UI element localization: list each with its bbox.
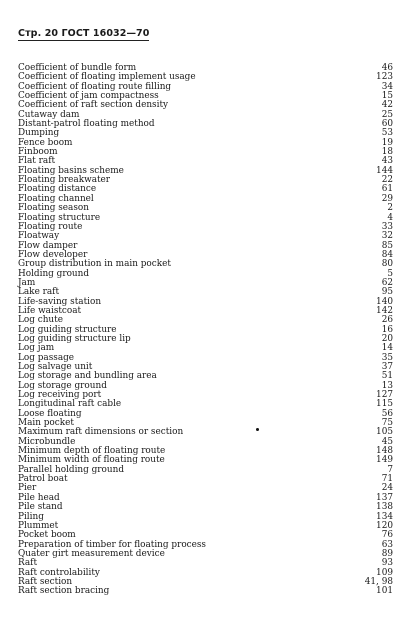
index-page-number: 148 [376,446,393,457]
index-page-number: 51 [381,371,393,382]
index-page-number: 2 [387,203,393,214]
index-row [18,279,393,288]
index-term: Log storage and bundling area [18,371,157,382]
index-page-number: 20 [381,333,393,344]
index-page-number: 80 [381,259,393,270]
index-term: Cutaway dam [18,109,80,120]
index-term: Minimum depth of floating route [18,446,166,457]
index-page-number: 35 [381,352,393,363]
index-page-number: 101 [376,586,393,597]
index-page-number: 105 [376,427,393,438]
index-page-number: 24 [381,483,393,494]
index-row [18,270,393,279]
index-term: Log receiving port [18,390,102,401]
index-page-number: 14 [381,343,393,354]
index-term: Raft controlability [18,567,100,578]
index-page-number: 60 [381,119,393,130]
index-page-number: 71 [381,474,393,485]
index-page-number: 127 [376,390,393,401]
index-term: Log storage ground [18,380,107,391]
index-term: Jam [18,277,36,288]
index-page-number: 85 [381,240,393,251]
index-term: Log guiding structure lip [18,333,131,344]
index-term: Finboom [18,147,58,158]
index-page-number: 5 [387,268,393,279]
index-page-number: 109 [376,567,393,578]
index-term: Log salvage unit [18,362,93,372]
index-term: Main pocket [18,418,74,429]
index-row [18,344,393,353]
index-row [18,587,393,596]
index-page-number: 13 [381,380,393,391]
term-index [18,64,393,597]
index-term: Parallel holding ground [18,464,125,475]
index-page-number: 134 [376,511,393,522]
index-page-number: 46 [381,63,393,73]
index-page-number: 75 [381,418,393,429]
index-term: Raft section [18,576,73,587]
index-row [18,484,393,493]
index-page-number: 144 [376,165,393,176]
index-row [18,139,393,148]
ink-dot [256,428,259,431]
index-term: Holding ground [18,268,90,279]
index-term: Coefficient of raft section density [18,100,169,111]
index-page-number: 19 [381,137,393,148]
index-page-number: 26 [381,315,393,326]
index-term: Log chute [18,315,63,326]
index-term: Group distribution in main pocket [18,259,171,270]
index-page-number: 34 [381,81,393,92]
index-term: Distant-patrol floating method [18,119,155,130]
index-row [18,494,393,503]
index-page-number: 18 [381,147,393,158]
index-term: Loose floating [18,408,82,419]
index-page-number: 56 [381,408,393,419]
index-page-number: 93 [381,558,393,569]
index-page-number: 63 [381,539,393,550]
index-term: Floating structure [18,212,101,223]
index-page-number: 84 [381,249,393,260]
index-term: Raft [18,558,38,569]
index-page-number: 62 [381,277,393,288]
index-row [18,120,393,129]
index-row [18,307,393,316]
index-page-number: 115 [376,399,393,410]
index-page-number: 4 [387,212,393,223]
index-term: Microbundle [18,436,76,447]
index-term: Life waistcoat [18,305,82,316]
index-term: Flat raft [18,156,56,167]
index-page-number: 137 [376,492,393,503]
index-term: Floating route [18,221,83,232]
index-row [18,148,393,157]
index-row [18,569,393,578]
index-page-number: 76 [381,530,393,541]
index-term: Pocket boom [18,530,76,541]
index-row [18,129,393,138]
index-row [18,410,393,419]
index-page-number: 41, 98 [364,576,393,587]
index-page-number: 149 [376,455,393,466]
index-page-number: 42 [381,100,393,111]
index-term: Flow damper [18,240,78,251]
index-term: Plummet [18,520,59,531]
index-term: Dumping [18,128,60,139]
index-term: Log jam [18,343,55,354]
index-page-number: 16 [381,324,393,335]
index-page-number: 95 [381,287,393,298]
index-page-number: 89 [381,548,393,559]
index-term: Life-saving station [18,296,102,307]
index-row [18,466,393,475]
index-term: Preparation of timber for floating process [18,539,206,550]
index-page-number: 22 [381,175,393,186]
index-page-number: 138 [376,502,393,513]
index-page-number: 53 [381,128,393,139]
index-term: Raft section bracing [18,586,110,597]
index-page-number: 120 [376,520,393,531]
index-term: Coefficient of jam compactness [18,91,159,102]
index-page-number: 123 [376,72,393,83]
index-page-number: 32 [381,231,393,242]
index-row [18,550,393,559]
index-term: Pile stand [18,502,63,513]
index-page-number: 29 [381,193,393,204]
index-term: Floating basins scheme [18,165,124,176]
index-row [18,513,393,522]
index-term: Piling [18,511,44,522]
index-term: Log guiding structure [18,324,117,335]
index-row [18,503,393,512]
index-term: Coefficient of floating implement usage [18,72,196,83]
page-header: Стр. 20 ГОСТ 16032—70 [18,28,150,39]
index-page-number: 37 [381,362,393,372]
index-term: Coefficient of floating route filling [18,81,172,92]
index-term: Coefficient of bundle form [18,63,137,73]
index-term: Lake raft [18,287,60,298]
index-term: Longitudinal raft cable [18,399,122,410]
index-term: Floating channel [18,193,94,204]
index-page-number: 142 [376,305,393,316]
index-term: Pile head [18,492,60,503]
index-page-number: 33 [381,221,393,232]
index-term: Floating distance [18,184,97,195]
index-row [18,335,393,344]
index-term: Floatway [18,231,60,242]
index-term: Pier [18,483,37,494]
index-row [18,475,393,484]
index-term: Fence boom [18,137,73,148]
index-page-number: 25 [381,109,393,120]
index-term: Flow developer [18,249,88,260]
index-term: Floating season [18,203,89,214]
index-page-number: 140 [376,296,393,307]
index-row [18,223,393,232]
index-term: Minimum width of floating route [18,455,165,466]
index-term: Log passage [18,352,75,363]
index-term: Patrol boat [18,474,68,485]
index-page-number: 45 [381,436,393,447]
index-page-number: 7 [387,464,393,475]
index-page-number: 43 [381,156,393,167]
index-term: Floating breakwater [18,175,111,186]
index-term: Maximum raft dimensions or section [18,427,184,438]
index-term: Quater girt measurement device [18,548,165,559]
index-page-number: 61 [381,184,393,195]
index-page-number: 15 [381,91,393,102]
